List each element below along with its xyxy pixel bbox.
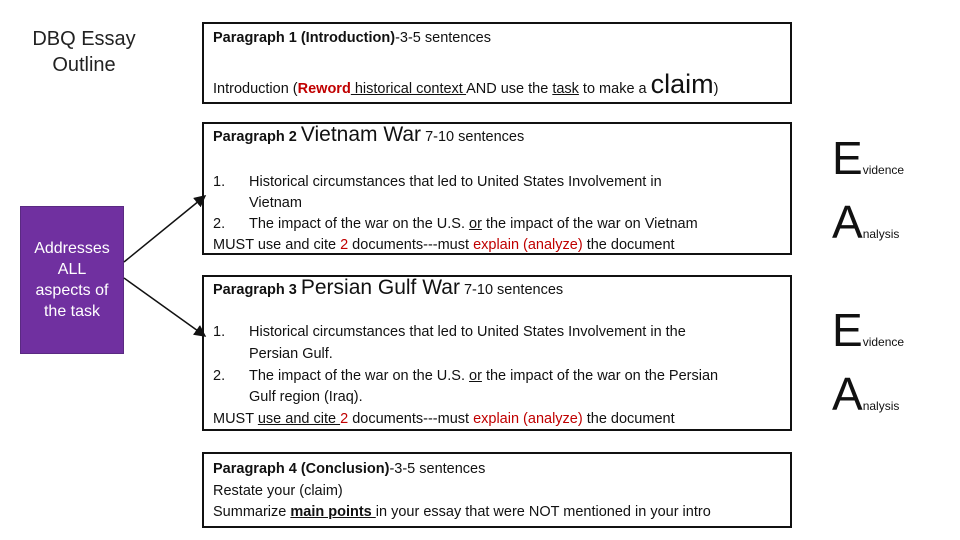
list-number: 2. xyxy=(213,216,226,232)
paragraph-1-heading: Paragraph 1 (Introduction)-3-5 sentences xyxy=(213,30,491,46)
arrow-to-paragraph-2 xyxy=(124,196,205,262)
purple-box-line: ALL xyxy=(57,261,87,278)
list-item: Historical circumstances that led to United States Involvement in xyxy=(249,174,662,190)
paragraph-1-intro: Introduction (Reword historical context AND use the task to make a claim) xyxy=(213,69,719,99)
paragraph-4-line: Restate your (claim) xyxy=(213,483,343,499)
paragraph-4-heading: Paragraph 4 (Conclusion)-3-5 sentences xyxy=(213,461,486,477)
page-title: DBQ Essay Outline xyxy=(32,28,136,76)
analysis-label: Analysis xyxy=(832,196,900,248)
purple-box-line: Addresses xyxy=(34,240,110,257)
arrow-to-paragraph-3 xyxy=(124,278,205,336)
list-item: Vietnam xyxy=(249,195,302,211)
purple-box-line: the task xyxy=(43,303,101,320)
paragraph-2-heading: Paragraph 2 Vietnam War 7-10 sentences xyxy=(213,123,525,146)
evidence-label: Evidence xyxy=(832,304,905,356)
evidence-label: Evidence xyxy=(832,132,905,184)
paragraph-2-must: MUST use and cite 2 documents---must explain (analyze) the document xyxy=(213,237,675,253)
purple-box-line: aspects of xyxy=(35,282,109,299)
list-number: 1. xyxy=(213,174,226,190)
paragraph-4-line: Summarize main points in your essay that were NOT mentioned in your intro xyxy=(213,504,711,520)
list-item: The impact of the war on the U.S. or the impact of the war on Vietnam xyxy=(249,216,698,232)
paragraph-3-must: MUST use and cite 2 documents---must explain (analyze) the document xyxy=(213,411,675,427)
list-item: Persian Gulf. xyxy=(249,346,333,362)
list-number: 2. xyxy=(213,368,226,384)
paragraph-4-box xyxy=(202,452,792,528)
paragraph-3-heading: Paragraph 3 Persian Gulf War 7-10 sentences xyxy=(213,276,564,299)
analysis-label: Analysis xyxy=(832,368,900,420)
list-number: 1. xyxy=(213,324,226,340)
list-item: Gulf region (Iraq). xyxy=(249,389,363,405)
list-item: Historical circumstances that led to United States Involvement in the xyxy=(249,324,686,340)
paragraph-3-box xyxy=(202,275,792,431)
paragraph-1-box xyxy=(202,22,792,104)
paragraph-2-box xyxy=(202,122,792,255)
list-item: The impact of the war on the U.S. or the impact of the war on the Persian xyxy=(249,368,719,384)
